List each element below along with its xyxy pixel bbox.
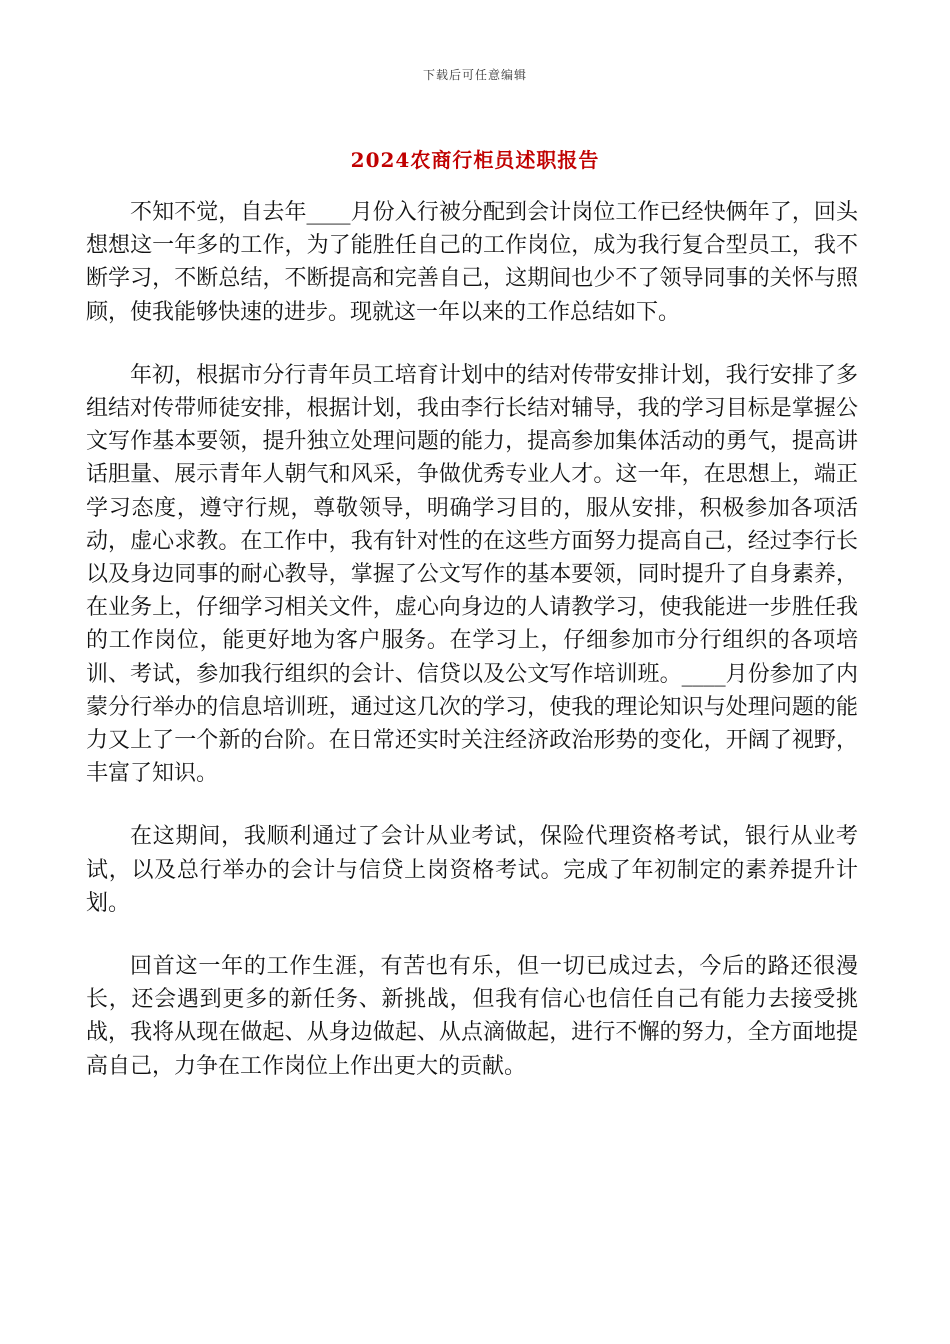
document-body [86,196,858,1113]
header-note: 下载后可任意编辑 [422,68,527,82]
page-title: 2024农商行柜员述职报告 [350,148,600,172]
paragraph-1: 不知不觉，自去年____月份入行被分配到会计岗位工作已经快俩年了，回头想想这一年多的工作，为了能胜任自己的工作岗位，成为我行复合型员工，我不断学习，不断总结，不断提高和完善自己，这期间也少不了领导同事的关怀与照顾，使我能够快速的进步。现就这一年以来的工作总结如下。 [86,200,858,325]
paragraph-3: 在这期间，我顺利通过了会计从业考试，保险代理资格考试，银行从业考试，以及总行举办的会计与信贷上岗资格考试。完成了年初制定的素养提升计划。 [86,824,858,916]
paragraph-4: 回首这一年的工作生涯，有苦也有乐，但一切已成过去，今后的路还很漫长，还会遇到更多的新任务、新挑战，但我有信心也信任自己有能力去接受挑战，我将从现在做起、从身边做起、从点滴做起，进行不懈的努力，全方面地提高自己，力争在工作岗位上作出更大的贡献。 [86,954,858,1079]
paragraph-2: 年初，根据市分行青年员工培育计划中的结对传带安排计划，我行安排了多组结对传带师徒安排，根据计划，我由李行长结对辅导，我的学习目标是掌握公文写作基本要领，提升独立处理问题的能力，提高参加集体活动的勇气，提高讲话胆量、展示青年人朝气和风采，争做优秀专业人才。这一年，在思想上，端正学习态度，遵守行规，尊敬领导，明确学习目的，服从安排，积极参加各项活动，虚心求教。在工作中，我有针对性的在这些方面努力提高自己，经过李行长以及身边同事的耐心教导，掌握了公文写作的基本要领，同时提升了自身素养，在业务上，仔细学习相关文件，虚心向身边的人请教学习，使我能进一步胜任我的工作岗位，能更好地为客户服务。在学习上，仔细参加市分行组织的各项培训、考试，参加我行组织的会计、信贷以及公文写作培训班。____月份参加了内蒙分行举办的信息培训班，通过这几次的学习，使我的理论知识与处理问题的能力又上了一个新的台阶。在日常还实时关注经济政治形势的变化，开阔了视野，丰富了知识。 [86,362,858,787]
